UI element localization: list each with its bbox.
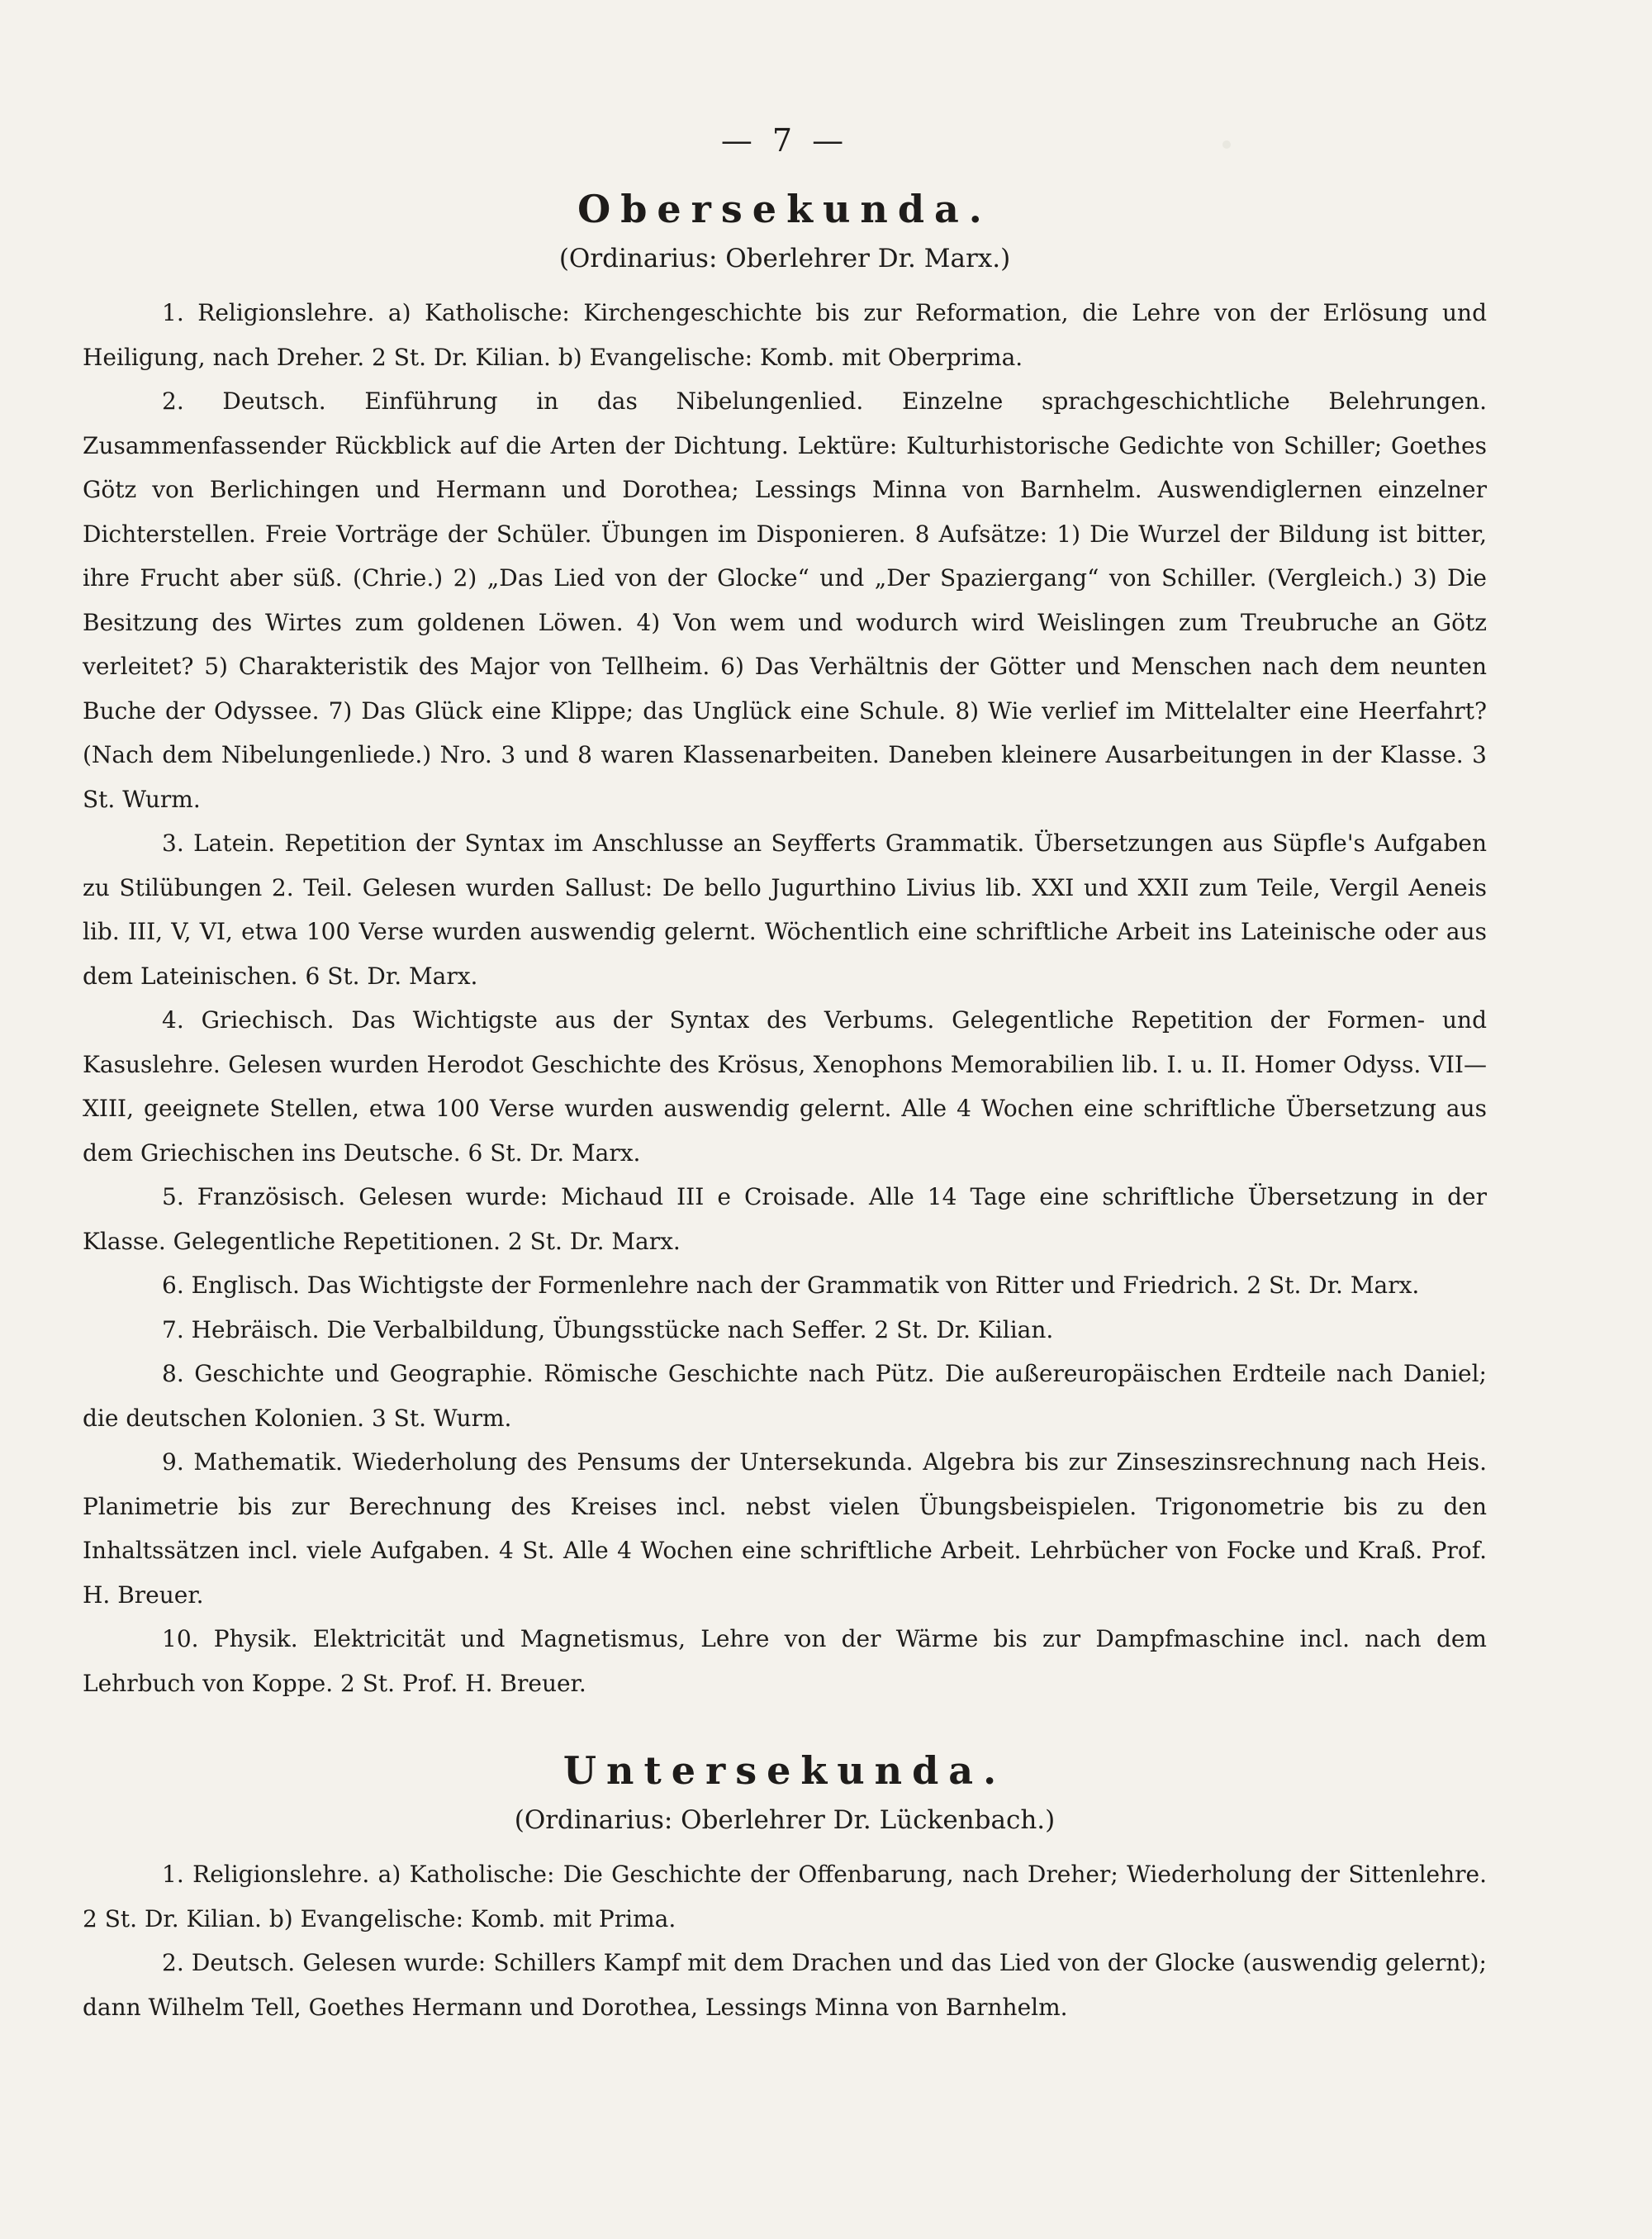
paragraph-englisch: 6. Englisch. Das Wichtigste der Formenlehre nach der Grammatik von Ritter und Friedrich. 2 St. Dr. Marx. <box>162 1272 1420 1299</box>
paragraph-religionslehre: 1. Religionslehre. a) Katholische: Die Geschichte der Offenbarung, nach Dreher; Wiederholung der Sittenlehre. 2 St. Dr. Kilian. b) Evangelische: Komb. mit Prima. <box>83 1861 1487 1932</box>
section-title: Untersekunda. <box>563 1748 1007 1793</box>
section-ordinarius: (Ordinarius: Oberlehrer Dr. Lückenbach.) <box>514 1805 1056 1835</box>
paragraph-deutsch: 2. Deutsch. Gelesen wurde: Schillers Kampf mit dem Drachen und das Lied von der Glocke (auswendig gelernt); dann Wilhelm Tell, Goethes Hermann und Dorothea, Lessings Minna von Barnhelm. <box>83 1949 1487 2021</box>
page-number: — 7 — <box>720 122 849 159</box>
paragraph-religionslehre: 1. Religionslehre. a) Katholische: Kirchengeschichte bis zur Reformation, die Lehre von der Erlösung und Heiligung, nach Dreher. 2 St. Dr. Kilian. b) Evangelische: Komb. mit Oberprima. <box>83 299 1487 371</box>
paragraph-physik: 10. Physik. Elektricität und Magnetismus, Lehre von der Wärme bis zur Dampfmaschine incl. nach dem Lehrbuch von Koppe. 2 St. Prof. H. Breuer. <box>83 1625 1487 1697</box>
section-ordinarius: (Ordinarius: Oberlehrer Dr. Marx.) <box>558 244 1011 273</box>
paragraph-griechisch: 4. Griechisch. Das Wichtigste aus der Syntax des Verbums. Gelegentliche Repetition der Formen- und Kasuslehre. Gelesen wurden Herodot Geschichte des Krösus, Xenophons Memorabilien lib. I. u. II. Homer Odyss. VII—XIII, geeignete Stellen, etwa 100 Verse wurden auswendig gelernt. Alle 4 Wochen eine schriftliche Übersetzung aus dem Griechischen ins Deutsche. 6 St. Dr. Marx. <box>83 1006 1487 1167</box>
paragraph-latein: 3. Latein. Repetition der Syntax im Anschlusse an Seyfferts Grammatik. Übersetzungen aus Süpfle's Aufgaben zu Stilübungen 2. Teil. Gelesen wurden Sallust: De bello Jugurthino Livius lib. XXI und XXII zum Teile, Vergil Aeneis lib. III, V, VI, etwa 100 Verse wurden auswendig gelernt. Wöchentlich eine schriftliche Arbeit ins Lateinische oder aus dem Lateinischen. 6 St. Dr. Marx. <box>83 830 1487 990</box>
section-title: Obersekunda. <box>577 187 992 231</box>
section-obersekunda <box>83 180 1487 1705</box>
paragraph-deutsch: 2. Deutsch. Einführung in das Nibelungenlied. Einzelne sprachgeschichtliche Belehrungen. Zusammenfassender Rückblick auf die Arten der Dichtung. Lektüre: Kulturhistorische Gedichte von Schiller; Goethes Götz von Berlichingen und Hermann und Dorothea; Lessings Minna von Barnhelm. Auswendiglernen einzelner Dichterstellen. Freie Vorträge der Schüler. Übungen im Disponieren. 8 Aufsätze: 1) Die Wurzel der Bildung ist bitter, ihre Frucht aber süß. (Chrie.) 2) „Das Lied von der Glocke“ und „Der Spaziergang“ von Schiller. (Vergleich.) 3) Die Besitzung des Wirtes zum goldenen Löwen. 4) Von wem und wodurch wird Weislingen zum Treubruche an Götz verleitet? 5) Charakteristik des Major von Tellheim. 6) Das Verhältnis der Götter und Menschen nach dem neunten Buche der Odyssee. 7) Das Glück eine Klippe; das Unglück eine Schule. 8) Wie verlief im Mittelalter eine Heerfahrt? (Nach dem Nibelungenliede.) Nro. 3 und 8 waren Klassenarbeiten. Daneben kleinere Ausarbeitungen in der Klasse. 3 St. Wurm. <box>83 387 1487 813</box>
section-divider-space <box>83 1705 1487 1735</box>
paragraph-hebraeisch: 7. Hebräisch. Die Verbalbildung, Übungsstücke nach Seffer. 2 St. Dr. Kilian. <box>162 1315 1054 1343</box>
paragraph-mathematik: 9. Mathematik. Wiederholung des Pensums der Untersekunda. Algebra bis zur Zinseszinsrechnung nach Heis. Planimetrie bis zur Berechnung des Kreises incl. nebst vielen Übungsbeispielen. Trigonometrie bis zu den Inhaltssätzen incl. viele Aufgaben. 4 St. Alle 4 Wochen eine schriftliche Arbeit. Lehrbücher von Focke und Kraß. Prof. H. Breuer. <box>83 1448 1487 1609</box>
paragraph-geschichte: 8. Geschichte und Geographie. Römische Geschichte nach Pütz. Die außereuropäischen Erdteile nach Daniel; die deutschen Kolonien. 3 St. Wurm. <box>83 1360 1487 1432</box>
section-untersekunda <box>83 1742 1487 2029</box>
paragraph-franzoesisch: 5. Französisch. Gelesen wurde: Michaud III e Croisade. Alle 14 Tage eine schriftliche Übersetzung in der Klasse. Gelegentliche Repetitionen. 2 St. Dr. Marx. <box>83 1183 1487 1255</box>
document-page <box>83 116 1487 2148</box>
